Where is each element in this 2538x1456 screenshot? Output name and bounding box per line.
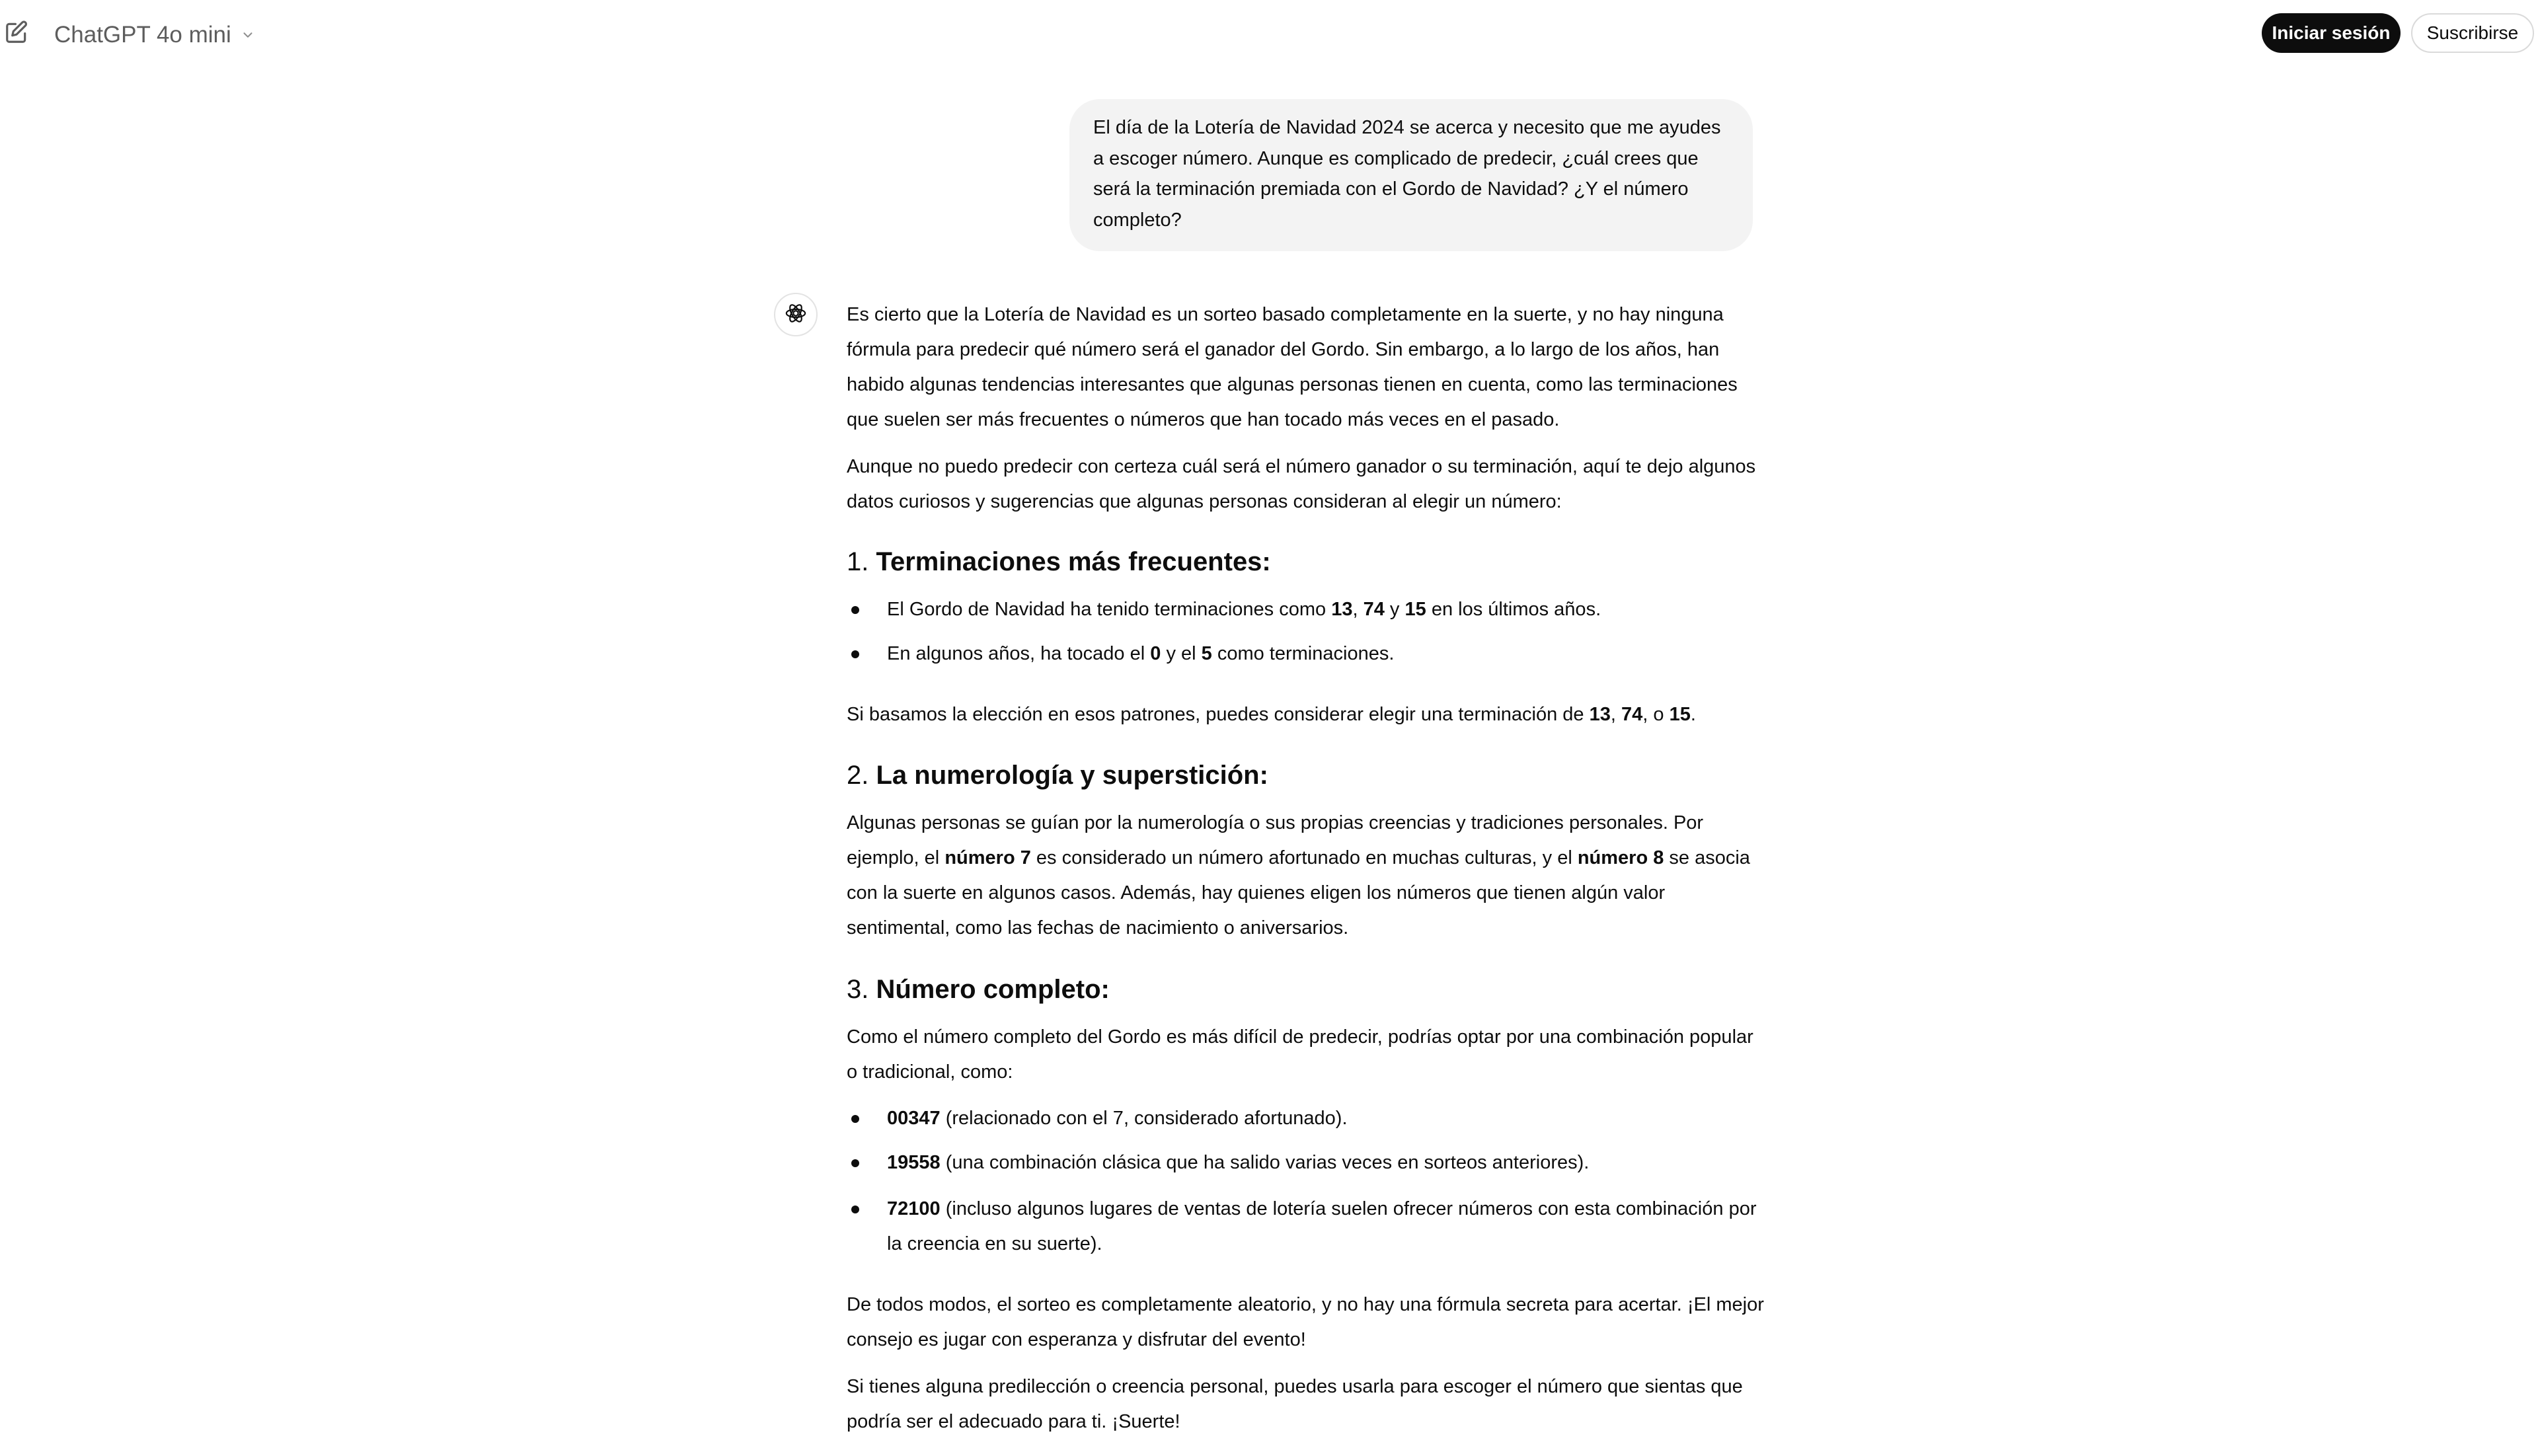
bullet: [851, 606, 859, 614]
section-heading: [847, 755, 1765, 795]
model-name: ChatGPT 4o mini: [54, 22, 231, 48]
section-number: 2.: [847, 761, 869, 790]
new-chat-button[interactable]: [1, 19, 32, 49]
assistant-paragraph: Como el número completo del Gordo es más difícil de predecir, podrías optar por una combinación popular o tradicional, como:: [847, 1026, 1753, 1083]
model-selector[interactable]: [54, 19, 255, 52]
list-item-text: El Gordo de Navidad ha tenido terminaciones como 13, 74 y 15 en los últimos años.: [887, 599, 1601, 620]
section-title: Número completo:: [876, 975, 1110, 1004]
list-item-text: 72100 (incluso algunos lugares de ventas de lotería suelen ofrecer números con esta combinación por la creencia en su suerte).: [887, 1198, 1757, 1254]
assistant-paragraph: Algunas personas se guían por la numerología o sus propias creencias y tradiciones personales. Por ejemplo, el número 7 es considerado un número afortunado en muchas culturas, y el número 8 se asocia con la suerte en algunos casos. Además, hay quienes eligen los números que tienen algún valor sentimental, como las fechas de nacimiento o aniversarios.: [847, 812, 1750, 939]
assistant-paragraph: Si tienes alguna predilección o creencia personal, puedes usarla para escoger el número que sientas que podría ser el adecuado para ti. ¡Suerte!: [847, 1376, 1743, 1432]
assistant-paragraph: Es cierto que la Lotería de Navidad es un sorteo basado completamente en la suerte, y no hay ninguna fórmula para predecir qué número será el ganador del Gordo. Sin embargo, a lo largo de los años, han habido algunas tendencias interesantes que algunas personas tienen en cuenta, como las terminaciones que suelen ser más frecuentes o números que han tocado más veces en el pasado.: [847, 304, 1738, 430]
bullet: [851, 1159, 859, 1167]
bullet: [851, 650, 859, 658]
openai-logo-icon: [783, 300, 809, 330]
section-heading: [847, 542, 1765, 582]
list-item-text: 19558 (una combinación clásica que ha salido varias veces en sorteos anteriores).: [887, 1152, 1590, 1173]
section-number: 1.: [847, 547, 869, 576]
list-item-text: En algunos años, ha tocado el 0 y el 5 como terminaciones.: [887, 643, 1395, 664]
list-item: [847, 1192, 1765, 1262]
edit-icon: [4, 20, 29, 48]
section-title: Terminaciones más frecuentes:: [876, 547, 1271, 576]
subscribe-button[interactable]: Suscribirse: [2411, 13, 2534, 53]
assistant-paragraph: De todos modos, el sorteo es completamente aleatorio, y no hay una fórmula secreta para acertar. ¡El mejor consejo es jugar con esperanza y disfrutar del evento!: [847, 1294, 1764, 1350]
list-item: [847, 1101, 1765, 1136]
assistant-paragraph: Aunque no puedo predecir con certeza cuál será el número ganador o su terminación, aquí te dejo algunos datos curiosos y sugerencias que algunas personas consideran al elegir un número:: [847, 456, 1756, 512]
list-item-text: 00347 (relacionado con el 7, considerado afortunado).: [887, 1108, 1348, 1129]
section-title: La numerología y superstición:: [876, 761, 1268, 790]
list-item: [847, 636, 1765, 671]
login-button[interactable]: Iniciar sesión: [2262, 13, 2401, 53]
list-item: [847, 592, 1765, 627]
chevron-down-icon: [241, 28, 255, 42]
bullet: [851, 1115, 859, 1123]
section-heading: [847, 970, 1765, 1009]
bullet: [851, 1206, 859, 1213]
list-item: [847, 1145, 1765, 1180]
section-number: 3.: [847, 975, 869, 1004]
assistant-paragraph: Si basamos la elección en esos patrones, puedes considerar elegir una terminación de 13, 74, o 15.: [847, 704, 1696, 725]
assistant-avatar: [774, 293, 818, 336]
user-message-bubble: El día de la Lotería de Navidad 2024 se acerca y necesito que me ayudes a escoger número. Aunque es complicado de predecir, ¿cuál crees que será la terminación premiada con el Gordo de Navidad? ¿Y el número completo?: [1069, 99, 1753, 251]
top-bar: [0, 0, 2538, 73]
